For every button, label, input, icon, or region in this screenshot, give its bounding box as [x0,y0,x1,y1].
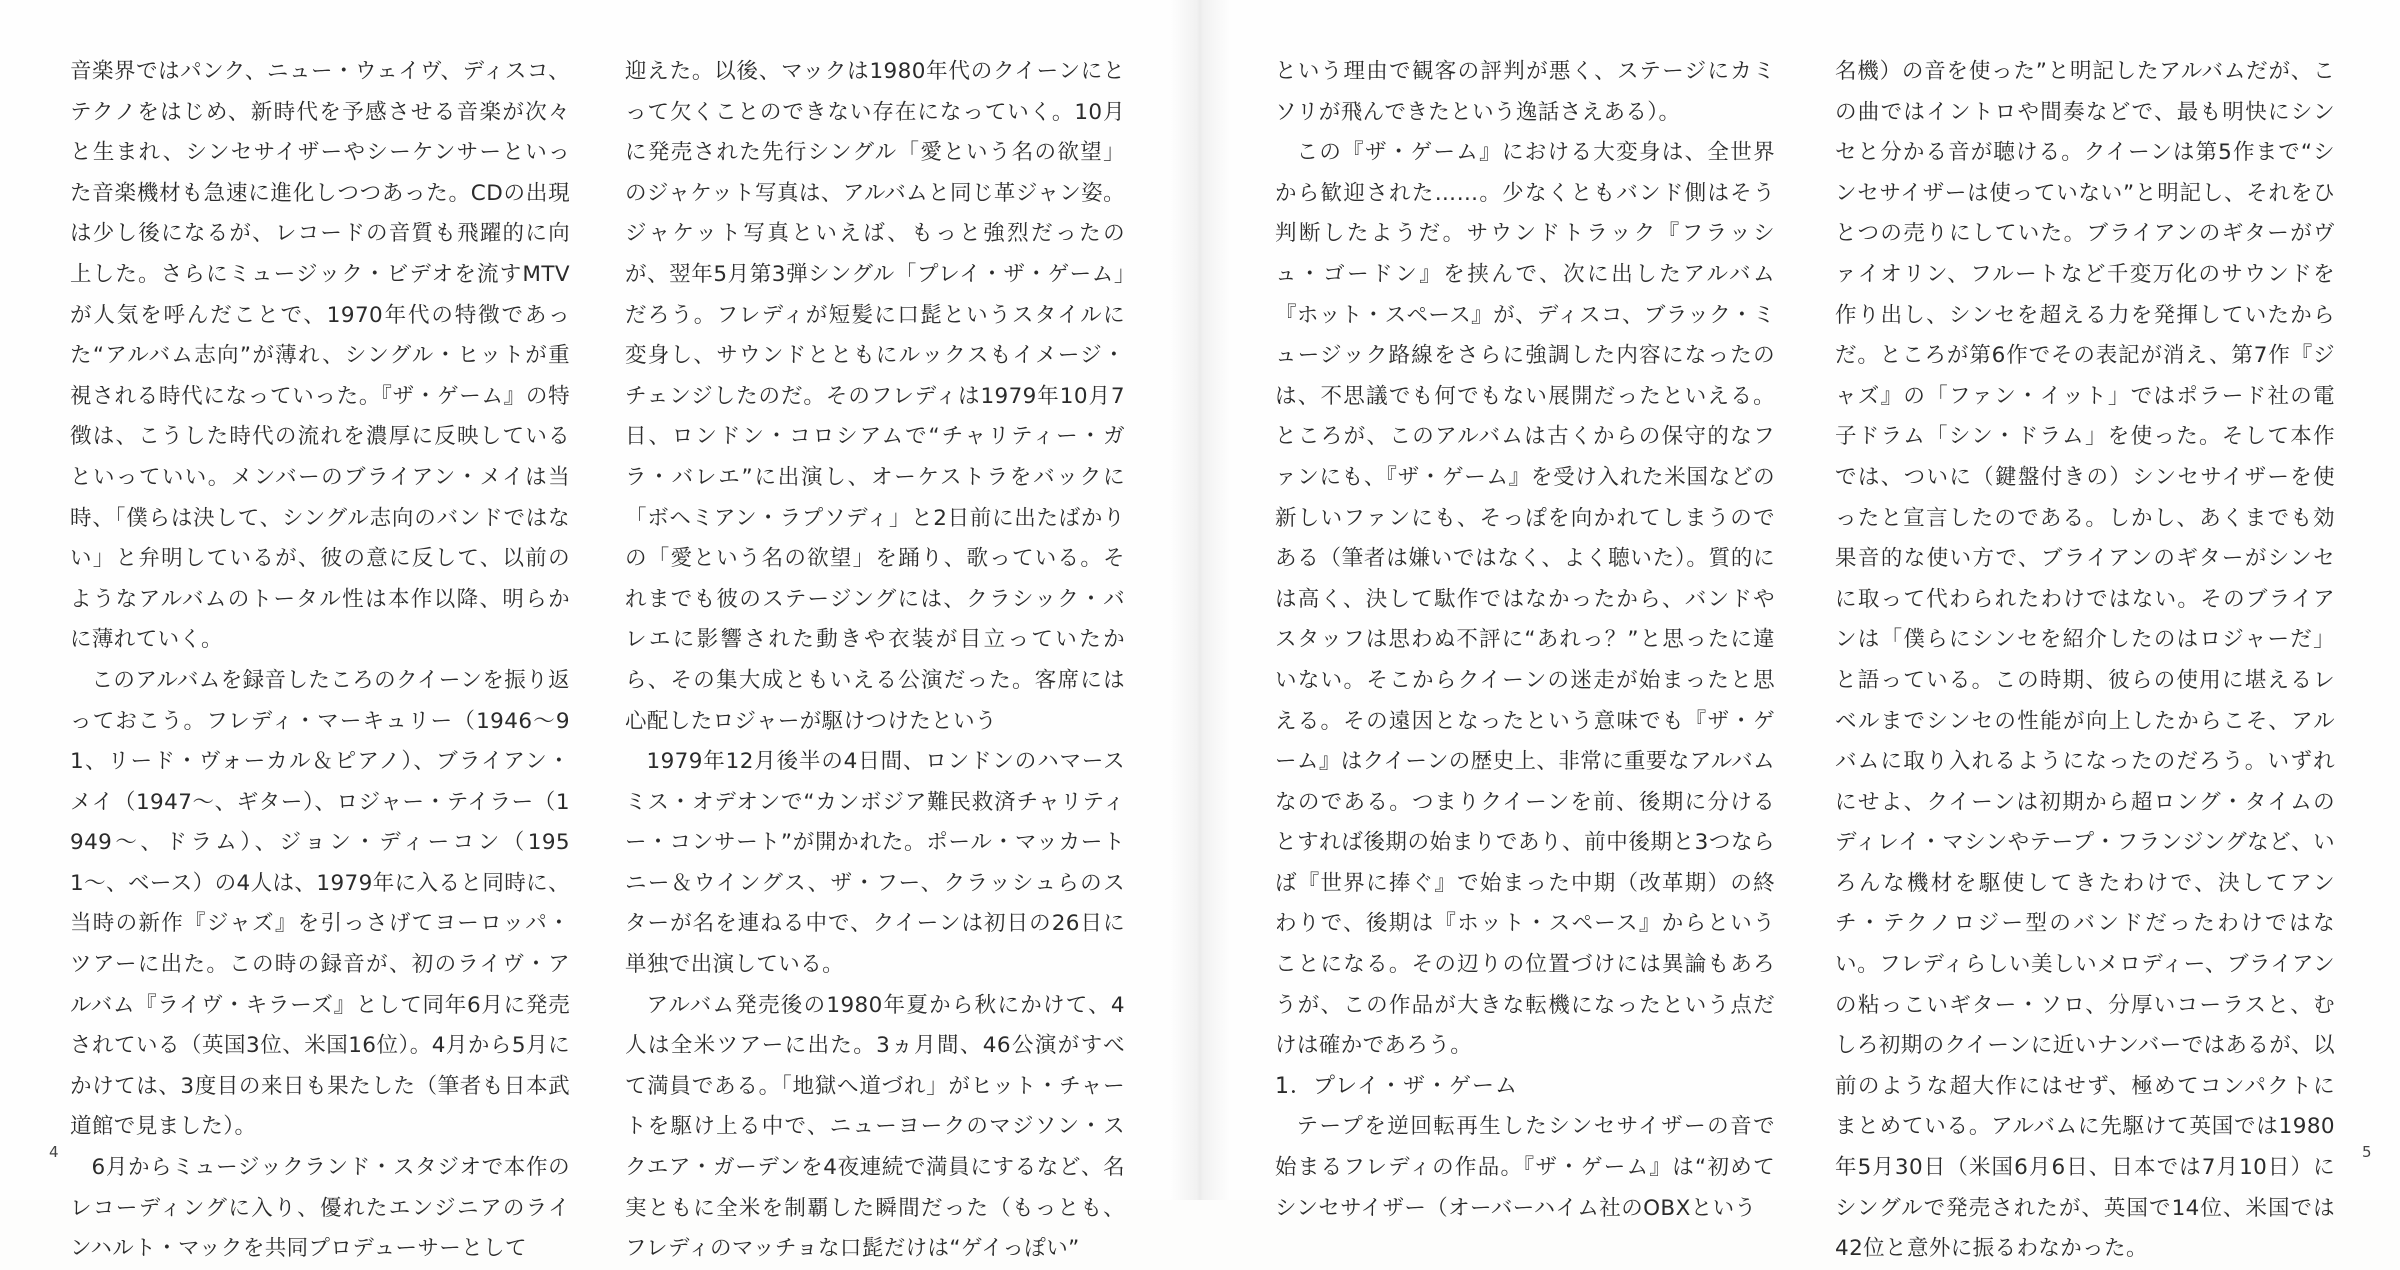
paragraph: 6月からミュージックランド・スタジオで本作のレコーディングに入り、優れたエンジニアのラインハルト・マックを共同プロデューサーとして [70,1155,570,1262]
paragraph: という理由で観客の評判が悪く、ステージにカミソリが飛んできたという逸話さえある）。 [1275,59,1775,125]
right-page-column-2 [1835,52,2335,1270]
page-number-right: 5 [2362,1143,2372,1161]
paragraph: 音楽界ではパンク、ニュー・ウェイヴ、ディスコ、テクノをはじめ、新時代を予感させる音楽が次々と生まれ、シンセサイザーやシーケンサーといった音楽機材も急速に進化しつつあった。CDの出現は少し後になるが、レコードの音質も飛躍的に向上した。さらにミュージック・ビデオを流すMTVが人気を呼んだことで、1970年代の特徴であった“アルバム志向”が薄れ、シングル・ヒットが重視される時代になっていった。『ザ・ゲーム』の特徴は、こうした時代の流れを濃厚に反映しているといっていい。メンバーのブライアン・メイは当時、「僕らは決して、シングル志向のバンドではない」と弁明しているが、彼の意に反して、以前のようなアルバムのトータル性は本作以降、明らかに薄れていく。 [70,59,570,653]
page-number-left: 4 [49,1143,59,1161]
paragraph: アルバム発売後の1980年夏から秋にかけて、4人は全米ツアーに出た。3ヵ月間、46公演がすべて満員である。「地獄へ道づれ」がヒット・チャートを駆け上る中で、ニューヨークのマジソン・スクエア・ガーデンを4夜連続で満員にするなど、名実ともに全米を制覇した瞬間だった（もっとも、フレディのマッチョな口髭だけは“ゲイっぽい” [625,992,1125,1262]
section-heading: 1．プレイ・ザ・ゲーム [1275,1073,1519,1099]
paragraph: 名機）の音を使った”と明記したアルバムだが、この曲ではイントロや間奏などで、最も明快にシンセと分かる音が聴ける。クイーンは第5作まで“シンセサイザーは使っていない”と明記し、それをひとつの売りにしていた。ブライアンのギターがヴァイオリン、フルートなど千変万化のサウンドを作り出し、シンセを超える力を発揮していたからだ。ところが第6作でその表記が消え、第7作『ジャズ』の「ファン・イット」ではポラード社の電子ドラム「シン・ドラム」を使った。そして本作では、ついに（鍵盤付きの）シンセサイザーを使ったと宣言したのである。しかし、あくまでも効果音的な使い方で、ブライアンのギターがシンセに取って代わられたわけではない。そのブライアンは「僕らにシンセを紹介したのはロジャーだ」と語っている。この時期、彼らの使用に堪えるレベルまでシンセの性能が向上したからこそ、アルバムに取り入れるようになったのだろう。いずれにせよ、クイーンは初期から超ロング・タイムのディレイ・マシンやテープ・フランジングなど、いろんな機材を駆使してきたわけで、決してアンチ・テクノロジー型のバンドだったわけではない。フレディらしい美しいメロディー、ブライアンの粘っこいギター・ソロ、分厚いコーラスと、むしろ初期のクイーンに近いナンバーではあるが、以前のような超大作にはせず、極めてコンパクトにまとめている。アルバムに先駆けて英国では1980年5月30日（米国6月6日、日本では7月10日）にシングルで発売されたが、英国で14位、米国では42位と意外に振るわなかった。 [1835,59,2335,1262]
left-page-column-1 [70,52,570,1270]
paragraph: テープを逆回転再生したシンセサイザーの音で始まるフレディの作品。『ザ・ゲーム』は“初めてシンセサイザー（オーバーハイム社のOBXという [1275,1114,1775,1221]
paragraph: 迎えた。以後、マックは1980年代のクイーンにとって欠くことのできない存在になっていく。10月に発売された先行シングル「愛という名の欲望」のジャケット写真は、アルバムと同じ革ジャン姿。ジャケット写真といえば、もっと強烈だったのが、翌年5月第3弾シングル「プレイ・ザ・ゲーム」だろう。フレディが短髪に口髭というスタイルに変身し、サウンドとともにルックスもイメージ・チェンジしたのだ。そのフレディは1979年10月7日、ロンドン・コロシアムで“チャリティー・ガラ・バレエ”に出演し、オーケストラをバックに「ボヘミアン・ラプソディ」と2日前に出たばかりの「愛という名の欲望」を踊り、歌っている。それまでも彼のステージングには、クラシック・バレエに影響された動きや衣装が目立っていたから、その集大成ともいえる公演だった。客席には心配したロジャーが駆けつけたという [625,59,1125,734]
right-page [1200,0,2400,1262]
paragraph: 1979年12月後半の4日間、ロンドンのハマースミス・オデオンで“カンボジア難民救済チャリティー・コンサート”が開かれた。ポール・マッカートニー＆ウイングス、ザ・フー、クラッシュらのスターが名を連ねる中で、クイーンは初日の26日に単独で出演している。 [625,749,1125,978]
left-page [0,0,1200,1262]
right-page-column-1 [1275,52,1775,1229]
paragraph: この『ザ・ゲーム』における大変身は、全世界から歓迎された……。少なくともバンド側はそう判断したようだ。サウンドトラック『フラッシュ・ゴードン』を挟んで、次に出したアルバム『ホット・スペース』が、ディスコ、ブラック・ミュージック路線をさらに強調した内容になったのは、不思議でも何でもない展開だったといえる。ところが、このアルバムは古くからの保守的なファンにも、『ザ・ゲーム』を受け入れた米国などの新しいファンにも、そっぽを向かれてしまうのである（筆者は嫌いではなく、よく聴いた）。質的には高く、決して駄作ではなかったから、バンドやスタッフは思わぬ不評に“あれっ？”と思ったに違いない。そこからクイーンの迷走が始まったと思える。その遠因となったという意味でも『ザ・ゲーム』はクイーンの歴史上、非常に重要なアルバムなのである。つまりクイーンを前、後期に分けるとすれば後期の始まりであり、前中後期と3つならば『世界に捧ぐ』で始まった中期（改革期）の終わりで、後期は『ホット・スペース』からということになる。その辺りの位置づけには異論もあろうが、この作品が大きな転機になったという点だけは確かであろう。 [1275,140,1775,1059]
paragraph: このアルバムを録音したころのクイーンを振り返っておこう。フレディ・マーキュリー（1946〜91、リード・ヴォーカル＆ピアノ）、ブライアン・メイ（1947〜、ギター）、ロジャー・テイラー（1949〜、ドラム）、ジョン・ディーコン（1951〜、ベース）の4人は、1979年に入ると同時に、当時の新作『ジャズ』を引っさげてヨーロッパ・ツアーに出た。この時の録音が、初のライヴ・アルバム『ライヴ・キラーズ』として同年6月に発売されている（英国3位、米国16位）。4月から5月にかけては、3度目の来日も果たした（筆者も日本武道館で見ました）。 [70,667,570,1140]
left-page-column-2 [625,52,1125,1270]
